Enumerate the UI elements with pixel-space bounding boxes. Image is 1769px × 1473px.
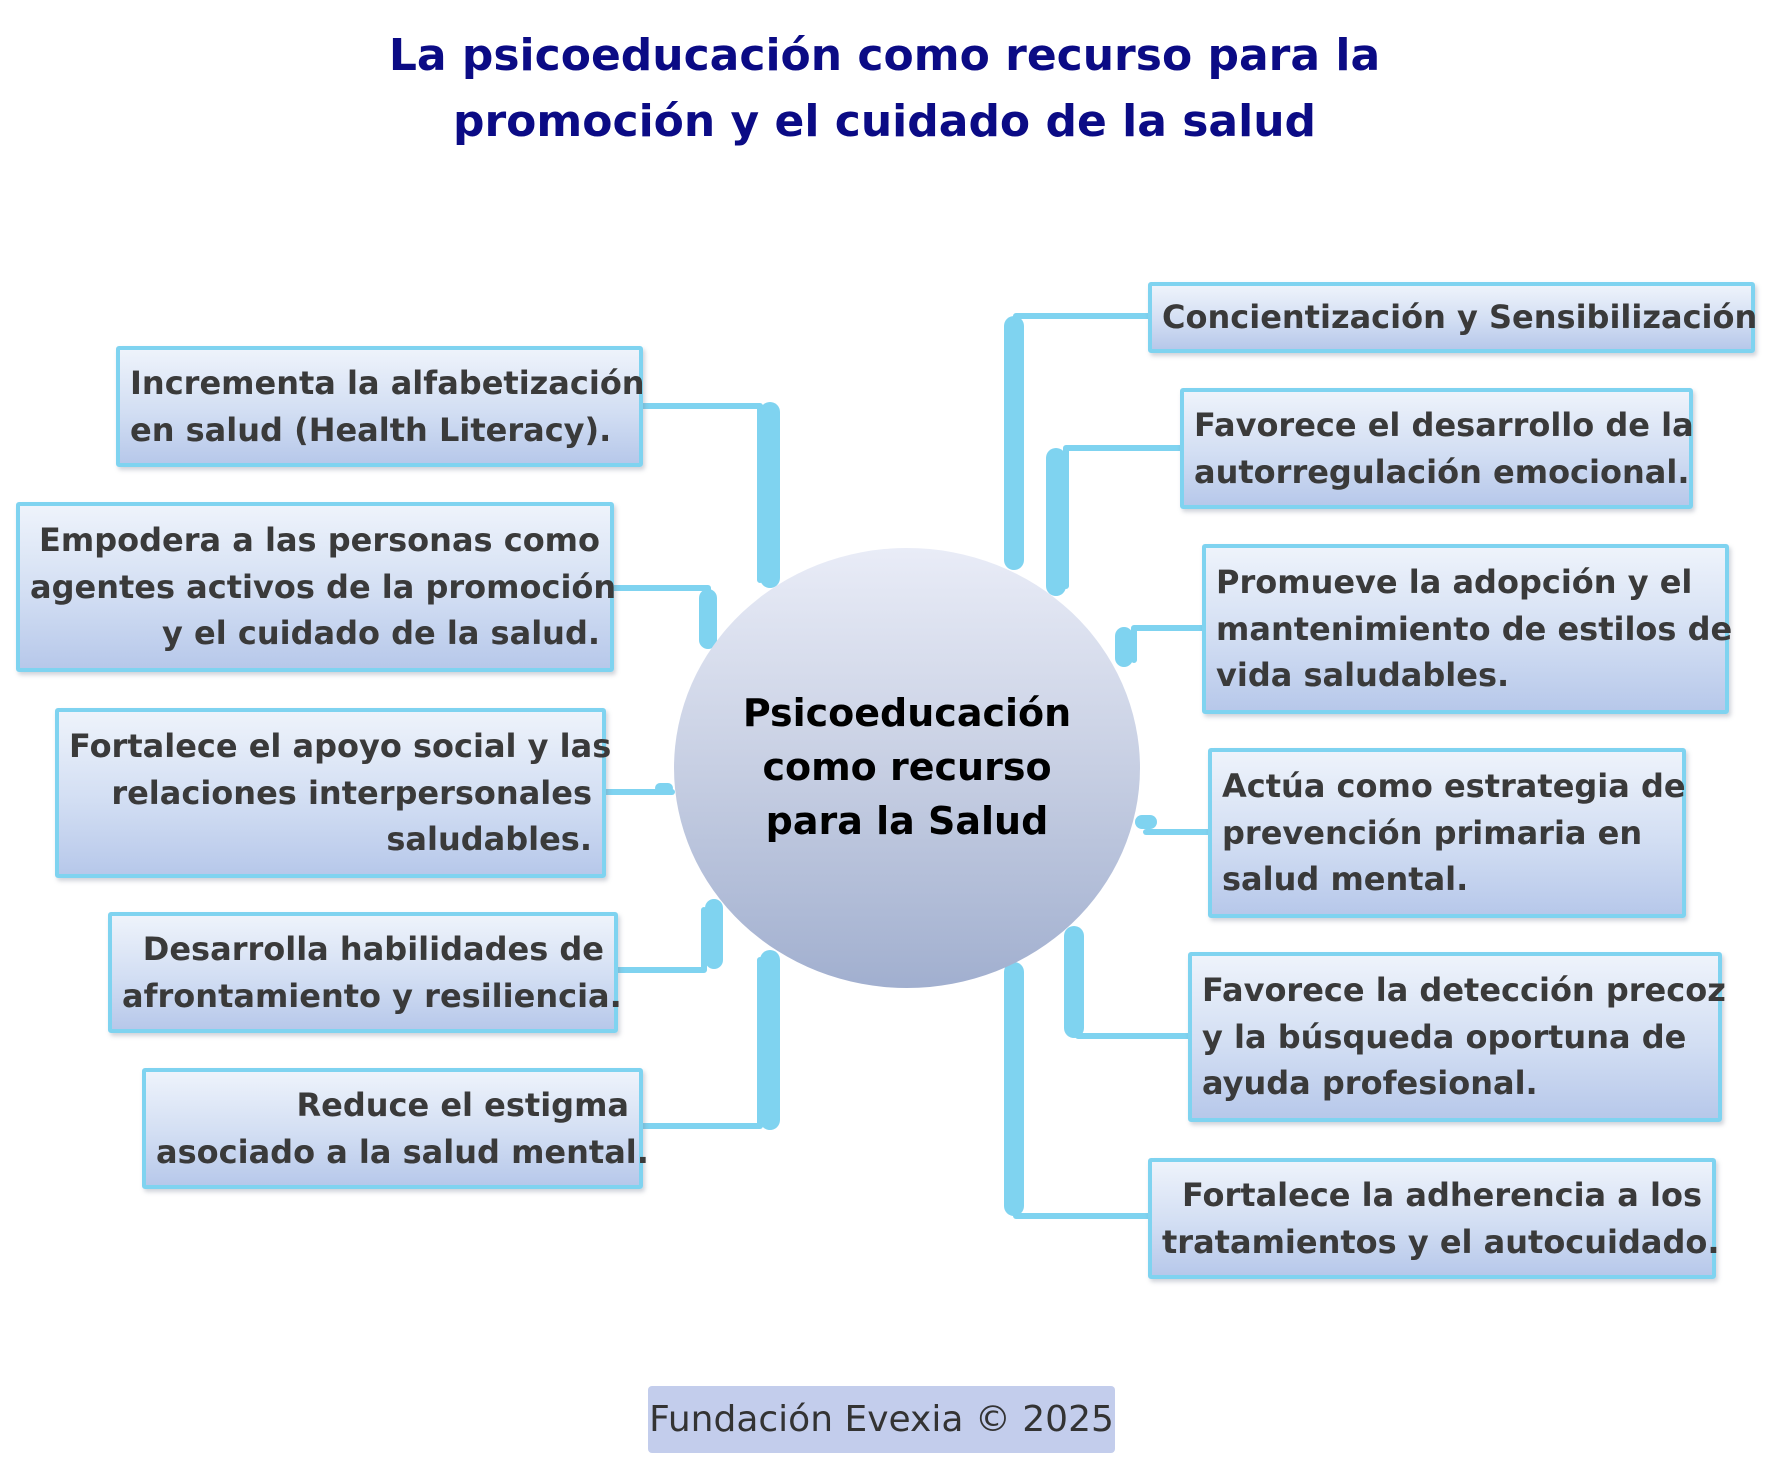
page-title-line-1: La psicoeducación como recurso para la	[388, 30, 1381, 81]
topic-line: y la búsqueda oportuna de	[1202, 1017, 1687, 1056]
topic-line: saludables.	[386, 820, 592, 859]
topic-line: Desarrolla habilidades de	[142, 930, 604, 969]
topic-line: Favorece el desarrollo de la	[1194, 406, 1694, 445]
topic-line: Concientización y Sensibilización	[1162, 298, 1758, 337]
page-title-line-2: promoción y el cuidado de la salud	[452, 96, 1317, 147]
topic-line: asociado a la salud mental.	[156, 1132, 649, 1171]
connector-right-3	[1134, 628, 1202, 660]
topic-line: agentes activos de la promoción	[30, 567, 617, 606]
topic-line: ayuda profesional.	[1202, 1064, 1538, 1103]
topic-line: mantenimiento de estilos de	[1216, 609, 1733, 648]
topic-line: y el cuidado de la salud.	[162, 614, 600, 653]
topic-healthy-lifestyles	[1202, 544, 1733, 714]
topic-line: prevención primaria en	[1222, 813, 1643, 852]
connector-right-5	[1078, 936, 1188, 1036]
topic-line: afrontamiento y resiliencia.	[122, 976, 622, 1015]
connector-left-2	[614, 588, 708, 640]
central-topic	[674, 548, 1140, 988]
topic-coping-skills	[108, 912, 622, 1033]
topic-line: Fortalece la adherencia a los	[1181, 1176, 1702, 1215]
topic-line: Actúa como estrategia de	[1222, 767, 1686, 806]
connector-left-5	[643, 960, 760, 1126]
topic-emotional-regulation	[1180, 388, 1693, 509]
topic-social-support	[55, 708, 612, 878]
central-topic-line-3: para la Salud	[765, 798, 1049, 843]
topic-line: salud mental.	[1222, 860, 1469, 899]
topic-line: vida saludables.	[1216, 656, 1510, 695]
footer-credit: Fundación Evexia © 2025	[648, 1386, 1115, 1453]
topic-early-detection	[1188, 952, 1726, 1122]
topic-line: relaciones interpersonales	[111, 773, 592, 812]
topic-awareness	[1148, 282, 1758, 353]
connector-right-1	[1016, 316, 1148, 560]
topic-line: tratamientos y el autocuidado.	[1162, 1222, 1720, 1261]
topic-health-literacy	[116, 346, 643, 467]
topic-primary-prevention	[1208, 748, 1686, 918]
topic-line: Promueve la adopción y el	[1216, 563, 1693, 602]
connector-left-4	[618, 910, 704, 970]
central-topic-line-1: Psicoeducación	[742, 691, 1072, 736]
topic-line: Fortalece el apoyo social y las	[69, 727, 612, 766]
topic-line: Favorece la detección precoz	[1202, 971, 1726, 1010]
connector-left-1	[643, 406, 760, 580]
topic-line: autorregulación emocional.	[1194, 452, 1690, 491]
central-topic-line-2: como recurso	[762, 745, 1052, 790]
topic-line: en salud (Health Literacy).	[130, 410, 612, 449]
topic-line: Incrementa la alfabetización	[130, 364, 645, 403]
connector-right-2	[1066, 448, 1180, 586]
topic-empowerment	[16, 502, 617, 672]
topic-treatment-adherence	[1148, 1158, 1720, 1279]
topic-reduce-stigma	[142, 1068, 649, 1189]
topic-line: Reduce el estigma	[296, 1086, 629, 1125]
topic-line: Empodera a las personas como	[39, 521, 600, 560]
